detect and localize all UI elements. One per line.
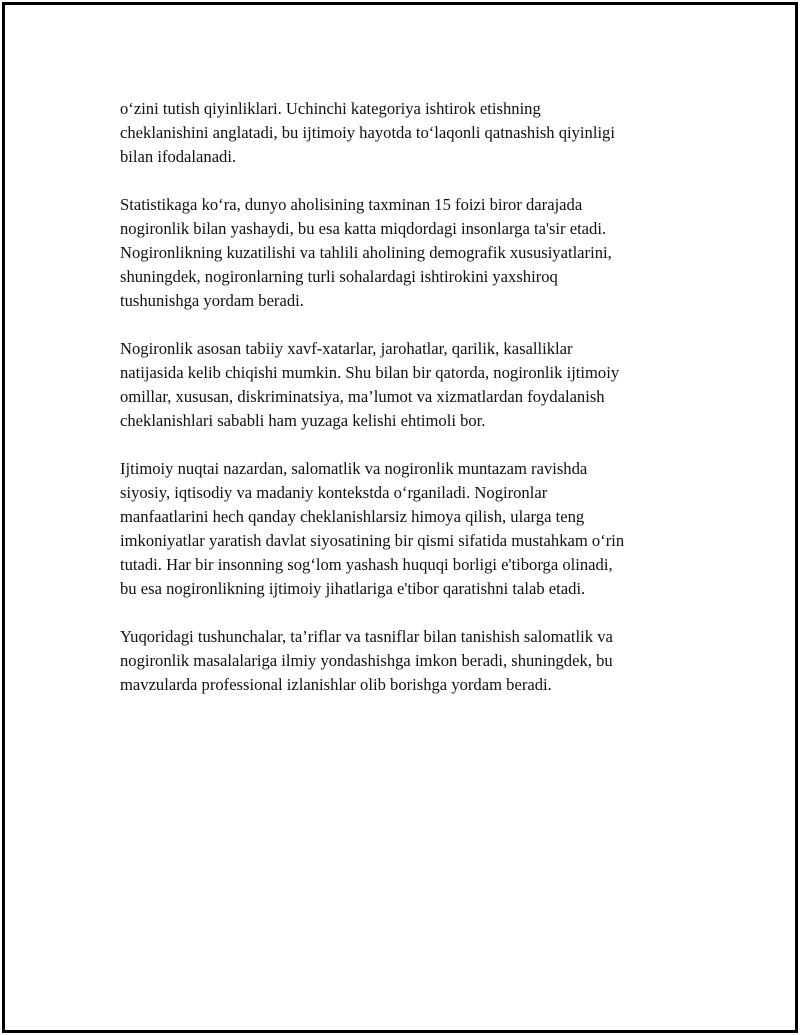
page-frame xyxy=(2,2,798,1033)
text-line: bilan ifodalanadi. xyxy=(120,147,237,166)
text-line: cheklanishlari sababli ham yuzaga kelishi ehtimoli bor. xyxy=(120,411,486,430)
text-line: o‘zini tutish qiyinliklari. Uchinchi kategoriya ishtirok etishning xyxy=(120,99,541,118)
paragraph-5 xyxy=(120,625,685,697)
text-line: nogironlik masalalariga ilmiy yondashishga imkon beradi, shuningdek, bu xyxy=(120,651,613,670)
text-line: Nogironlik asosan tabiiy xavf-xatarlar, jarohatlar, qarilik, kasalliklar xyxy=(120,339,573,358)
paragraph-4 xyxy=(120,457,685,601)
text-line: Statistikaga ko‘ra, dunyo aholisining taxminan 15 foizi biror darajada xyxy=(120,195,583,214)
text-line: shuningdek, nogironlarning turli sohalardagi ishtirokini yaxshiroq xyxy=(120,267,558,286)
text-line: natijasida kelib chiqishi mumkin. Shu bilan bir qatorda, nogironlik ijtimoiy xyxy=(120,363,620,382)
text-line: bu esa nogironlikning ijtimoiy jihatlariga e'tibor qaratishni talab etadi. xyxy=(120,579,586,598)
text-line: tushunishga yordam beradi. xyxy=(120,291,304,310)
text-line: omillar, xususan, diskriminatsiya, ma’lumot va xizmatlardan foydalanish xyxy=(120,387,605,406)
document-body xyxy=(120,97,685,721)
text-line: Ijtimoiy nuqtai nazardan, salomatlik va nogironlik muntazam ravishda xyxy=(120,459,588,478)
paragraph-3 xyxy=(120,337,685,433)
paragraph-1 xyxy=(120,97,685,169)
text-line: manfaatlarini hech qanday cheklanishlarsiz himoya qilish, ularga teng xyxy=(120,507,585,526)
text-line: siyosiy, iqtisodiy va madaniy kontekstda o‘rganiladi. Nogironlar xyxy=(120,483,548,502)
text-line: imkoniyatlar yaratish davlat siyosatining bir qismi sifatida mustahkam o‘rin xyxy=(120,531,625,550)
paragraph-2 xyxy=(120,193,685,313)
text-line: mavzularda professional izlanishlar olib borishga yordam beradi. xyxy=(120,675,552,694)
text-line: tutadi. Har bir insonning sog‘lom yashash huquqi borligi e'tiborga olinadi, xyxy=(120,555,613,574)
text-line: nogironlik bilan yashaydi, bu esa katta miqdordagi insonlarga ta'sir etadi. xyxy=(120,219,607,238)
text-line: Nogironlikning kuzatilishi va tahlili aholining demografik xususiyatlarini, xyxy=(120,243,612,262)
text-line: Yuqoridagi tushunchalar, ta’riflar va tasniflar bilan tanishish salomatlik va xyxy=(120,627,613,646)
text-line: cheklanishini anglatadi, bu ijtimoiy hayotda to‘laqonli qatnashish qiyinligi xyxy=(120,123,615,142)
